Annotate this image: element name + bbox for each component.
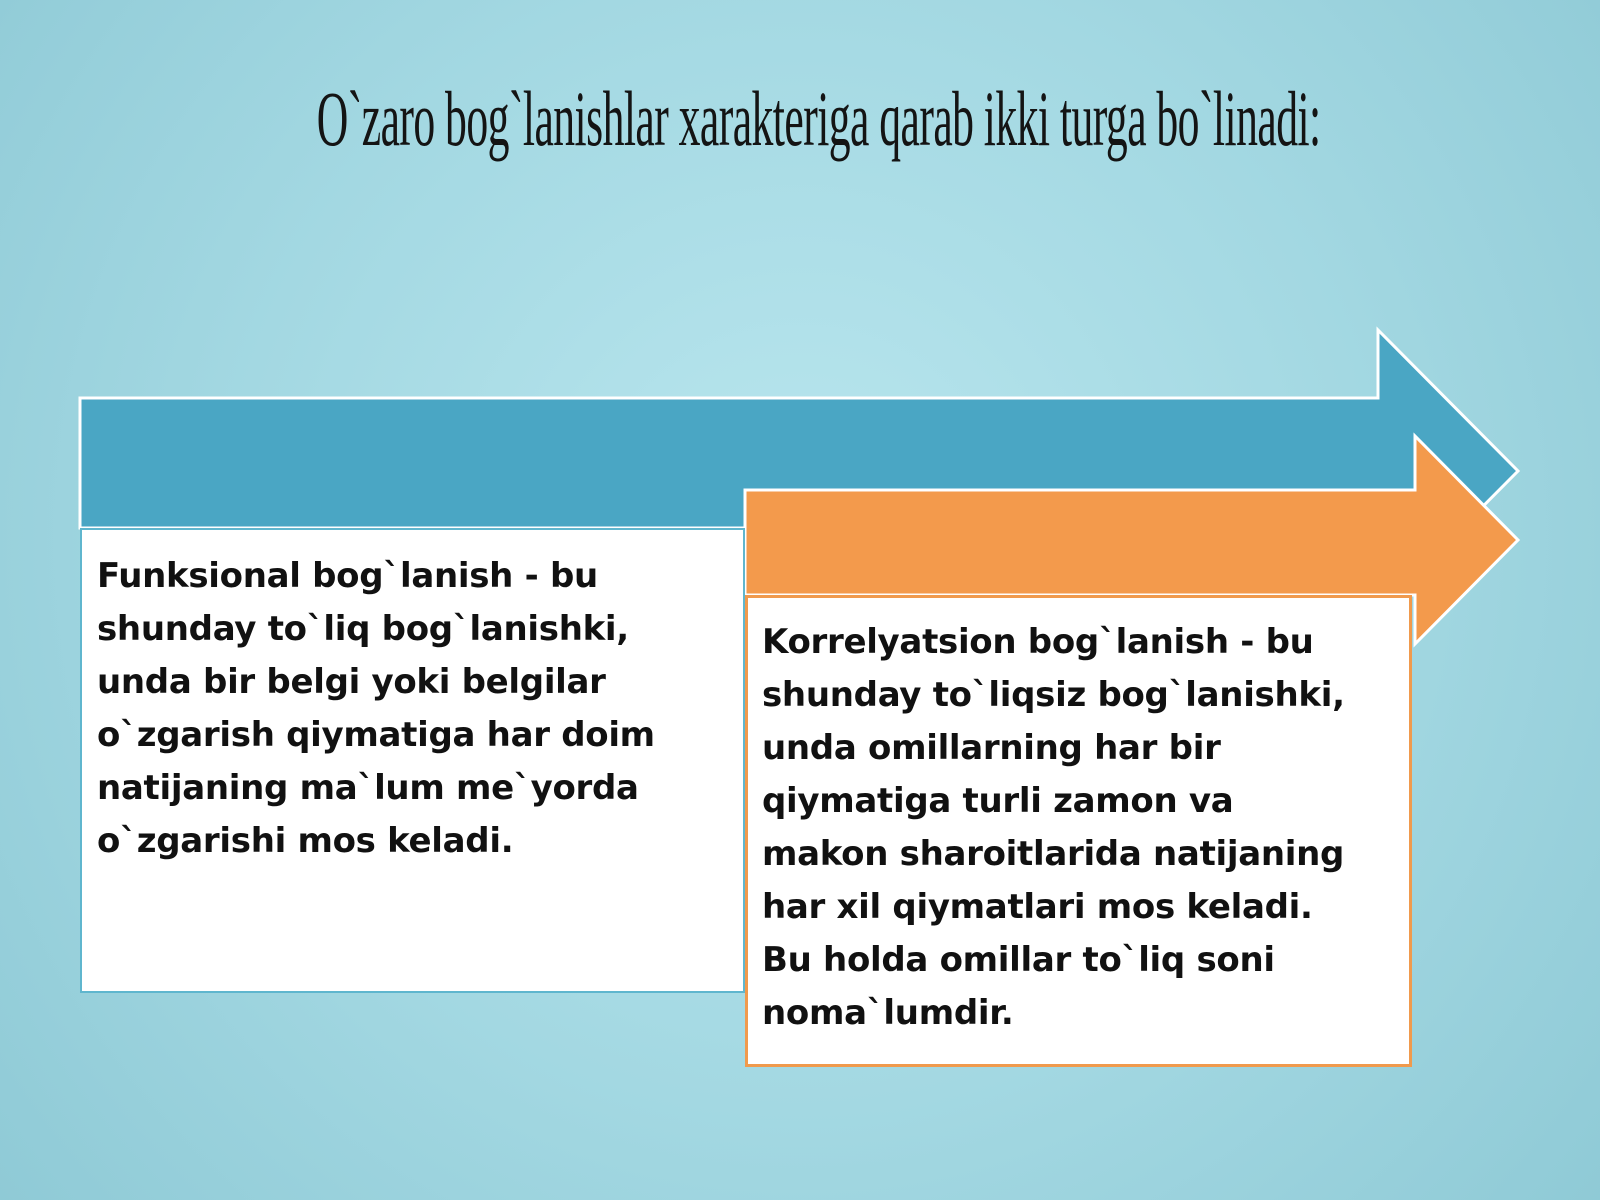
card-line: o`zgarish qiymatiga har doim xyxy=(97,715,655,755)
card-line: natijaning ma`lum me`yorda xyxy=(97,768,639,808)
card-line: Funksional bog`lanish - bu xyxy=(97,556,598,596)
card-line: har xil qiymatlari mos keladi. xyxy=(762,887,1313,927)
card-line: o`zgarishi mos keladi. xyxy=(97,821,514,861)
card-line: Korrelyatsion bog`lanish - bu xyxy=(762,622,1314,662)
card-line: Bu holda omillar to`liq soni xyxy=(762,940,1275,980)
card-line: shunday to`liqsiz bog`lanishki, xyxy=(762,675,1345,715)
functional-relation-card xyxy=(80,528,745,993)
correlation-relation-card xyxy=(745,595,1412,1067)
card-line: noma`lumdir. xyxy=(762,993,1014,1033)
card-line: unda bir belgi yoki belgilar xyxy=(97,662,606,702)
card-line: makon sharoitlarida natijaning xyxy=(762,834,1345,874)
slide-title: O`zaro bog`lanishlar xarakteriga qarab ikki turga bo`linadi: xyxy=(316,75,1321,162)
card-line: unda omillarning har bir xyxy=(762,728,1221,768)
card-line: shunday to`liq bog`lanishki, xyxy=(97,609,629,649)
card-line: qiymatiga turli zamon va xyxy=(762,781,1234,821)
